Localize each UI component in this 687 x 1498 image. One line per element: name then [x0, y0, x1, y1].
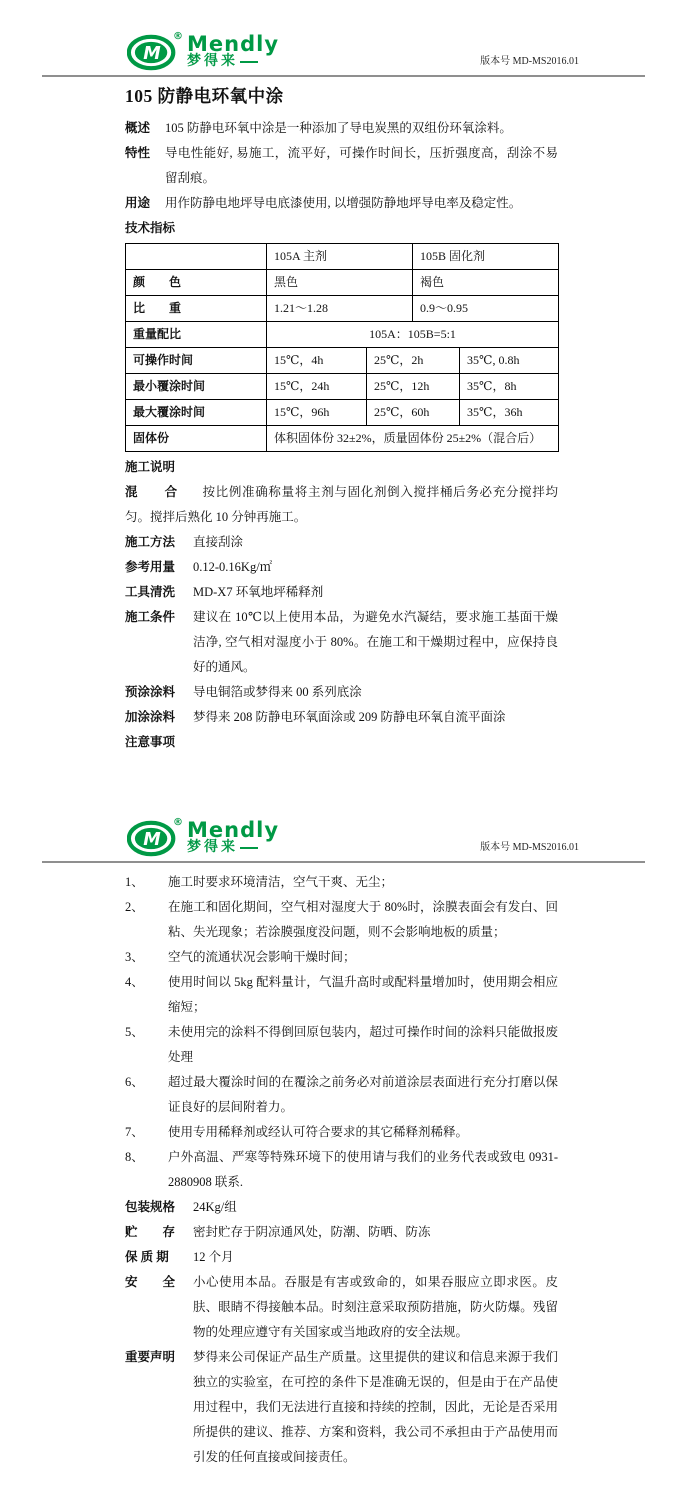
- page2-content: [125, 870, 558, 1470]
- storage-text: 密封贮存于阴凉通风处，防潮、防晒、防冻: [193, 1225, 431, 1239]
- tech-specs-heading: 技术指标: [125, 221, 176, 235]
- pot-life-35c: 35℃, 0.8h: [460, 348, 559, 374]
- note-item-2: [125, 895, 558, 945]
- safety-row: [125, 1270, 558, 1345]
- precoat-text: 导电铜箔或梦得来 00 系列底涂: [193, 685, 362, 699]
- topcoat-row: [125, 705, 558, 730]
- pot-life-25c: 25℃，2h: [367, 348, 460, 374]
- note-number: 7、: [125, 1125, 144, 1139]
- header-rule: [42, 861, 645, 863]
- note-item-7: [125, 1120, 558, 1145]
- note-item-6: [125, 1070, 558, 1120]
- topcoat-label: 加涂涂料: [125, 710, 176, 724]
- table-row-min-recoat: [126, 374, 559, 400]
- note-text: 使用时间以 5kg 配料量计，气温升高时或配料量增加时，使用期会相应缩短；: [168, 975, 558, 1014]
- coverage-label: 参考用量: [125, 560, 176, 574]
- note-number: 5、: [125, 1025, 144, 1039]
- table-row-solids: [126, 426, 559, 452]
- tool-cleaning-text: MD-X7 环氧地坪稀释剂: [193, 585, 324, 599]
- packaging-row: [125, 1195, 558, 1220]
- table-row-header: [126, 244, 559, 270]
- note-text: 户外高温、严寒等特殊环境下的使用请与我们的业务代表或致电 0931-2880908 联系.: [168, 1150, 558, 1189]
- note-text: 空气的流通状况会影响干燥时间；: [168, 950, 356, 964]
- min-recoat-15c: 15℃，24h: [267, 374, 367, 400]
- note-number: 2、: [125, 900, 144, 914]
- ratio-row-label: 重量配比: [126, 322, 267, 348]
- svg-text:M: M: [143, 43, 161, 64]
- page2-header: [0, 811, 687, 863]
- pot-life-15c: 15℃，4h: [267, 348, 367, 374]
- brand-name-zh: 梦得来: [187, 54, 238, 69]
- solids-value: 体积固体份 32±2%，质量固体份 25±2%（混合后）: [267, 426, 559, 452]
- intro-overview: [125, 116, 558, 141]
- storage-label: 贮 存: [125, 1225, 176, 1239]
- construction-method-label: 施工方法: [125, 535, 176, 549]
- note-item-3: [125, 945, 558, 970]
- version-label: 版本号 MD-MS2016.01: [480, 56, 579, 67]
- note-text: 未使用完的涂料不得倒回原包装内，超过可操作时间的涂料只能做报废处理: [168, 1025, 558, 1064]
- col-105a-header: 105A 主剂: [267, 244, 413, 270]
- table-row-color: [126, 270, 559, 296]
- storage-row: [125, 1220, 558, 1245]
- mendly-emblem-icon: [127, 820, 177, 857]
- safety-text: 小心使用本品。吞服是有害或致命的，如果吞服应立即求医。皮肤、眼睛不得接触本品。时刻注意采取预防措施，防火防爆。残留物的处理应遵守有关国家或当地政府的安全法规。: [193, 1275, 558, 1339]
- note-text: 施工时要求环境清洁，空气干爽、无尘；: [168, 875, 394, 889]
- disclaimer-label: 重要声明: [125, 1350, 176, 1364]
- page-break-gap: [0, 755, 687, 811]
- color-105b-value: 褐色: [413, 270, 559, 296]
- gravity-105b-value: 0.9～0.95: [413, 296, 559, 322]
- construction-method-row: [125, 530, 558, 555]
- table-row-max-recoat: [126, 400, 559, 426]
- construction-heading: 施工说明: [125, 460, 176, 474]
- precoat-label: 预涂涂料: [125, 685, 176, 699]
- brand-logo: [127, 31, 280, 71]
- note-number: 1、: [125, 875, 144, 889]
- svg-text:M: M: [143, 829, 161, 850]
- wordmark-underline: [240, 847, 258, 849]
- note-number: 4、: [125, 975, 144, 989]
- shelf-life-row: [125, 1245, 558, 1270]
- note-number: 8、: [125, 1150, 144, 1164]
- registered-mark: ®: [173, 817, 183, 828]
- max-recoat-15c: 15℃，96h: [267, 400, 367, 426]
- tool-cleaning-label: 工具清洗: [125, 585, 176, 599]
- intro-features: [125, 141, 558, 191]
- table-row-pot-life: [126, 348, 559, 374]
- gravity-row-label: 比 重: [126, 296, 267, 322]
- max-recoat-35c: 35℃，36h: [460, 400, 559, 426]
- tech-specs-table: [125, 243, 559, 452]
- gravity-105a-value: 1.21～1.28: [267, 296, 413, 322]
- construction-method-text: 直接刮涂: [193, 535, 244, 549]
- intro-usage: [125, 191, 558, 216]
- precoat-row: [125, 680, 558, 705]
- note-text: 在施工和固化期间，空气相对湿度大于 80%时，涂膜表面会有发白、回粘、失光现象；若涂膜强度没问题，则不会影响地板的质量；: [168, 900, 558, 939]
- min-recoat-label: 最小覆涂时间: [126, 374, 267, 400]
- coverage-row: [125, 555, 558, 580]
- max-recoat-label: 最大覆涂时间: [126, 400, 267, 426]
- disclaimer-row: [125, 1345, 558, 1470]
- note-item-8: [125, 1145, 558, 1195]
- ratio-value: 105A：105B=5:1: [267, 322, 559, 348]
- brand-logo: [127, 817, 280, 857]
- coverage-text: 0.12-0.16Kg/㎡: [193, 560, 273, 574]
- mendly-emblem-icon: [127, 34, 177, 71]
- packaging-label: 包装规格: [125, 1200, 176, 1214]
- note-number: 3、: [125, 950, 144, 964]
- intro-features-text: 导电性能好, 易施工，流平好，可操作时间长，压折强度高，刮涂不易留刮痕。: [165, 146, 558, 185]
- page-title: 105 防静电环氧中涂: [125, 86, 284, 106]
- registered-mark: ®: [173, 31, 183, 42]
- page1-header: [0, 0, 687, 77]
- page1-content: [125, 84, 558, 755]
- mixing-paragraph: [125, 480, 558, 530]
- brand-name-zh: 梦得来: [187, 840, 238, 855]
- mixing-text: 按比例准确称量将主剂与固化剂倒入搅拌桶后务必充分搅拌均匀。搅拌后熟化 10 分钟再施工。: [125, 485, 558, 524]
- tool-cleaning-row: [125, 580, 558, 605]
- min-recoat-35c: 35℃，8h: [460, 374, 559, 400]
- header-rule: [42, 75, 645, 77]
- table-row-gravity: [126, 296, 559, 322]
- disclaimer-text: 梦得来公司保证产品生产质量。这里提供的建议和信息来源于我们独立的实验室，在可控的条件下是准确无误的，但是由于在产品使用过程中，我们无法进行直接和持续的控制，因此，无论是否采用所提供的建议、推荐、方案和资料，我公司不承担由于产品使用而引发的任何直接或间接责任。: [193, 1350, 558, 1464]
- intro-usage-text: 用作防静电地坪导电底漆使用, 以增强防静地坪导电率及稳定性。: [165, 196, 522, 210]
- intro-overview-label: 概述: [125, 121, 151, 135]
- brand-name-en: Mendly: [187, 818, 280, 842]
- note-text: 使用专用稀释剂或经认可符合要求的其它稀释剂稀释。: [168, 1125, 469, 1139]
- col-105b-header: 105B 固化剂: [413, 244, 559, 270]
- pot-life-label: 可操作时间: [126, 348, 267, 374]
- precautions-heading: 注意事项: [125, 735, 176, 749]
- shelf-life-text: 12 个月: [193, 1250, 234, 1264]
- table-row-ratio: [126, 322, 559, 348]
- min-recoat-25c: 25℃，12h: [367, 374, 460, 400]
- wordmark-underline: [240, 61, 258, 63]
- note-number: 6、: [125, 1075, 144, 1089]
- note-item-5: [125, 1020, 558, 1070]
- brand-name-en: Mendly: [187, 32, 280, 56]
- solids-label: 固体份: [126, 426, 267, 452]
- shelf-life-label: 保 质 期: [125, 1250, 169, 1264]
- intro-features-label: 特性: [125, 146, 151, 160]
- intro-usage-label: 用途: [125, 196, 151, 210]
- max-recoat-25c: 25℃，60h: [367, 400, 460, 426]
- note-text: 超过最大覆涂时间的在覆涂之前务必对前道涂层表面进行充分打磨以保证良好的层间附着力。: [168, 1075, 558, 1114]
- construction-conditions-label: 施工条件: [125, 610, 176, 624]
- construction-conditions-text: 建议在 10℃以上使用本品，为避免水汽凝结，要求施工基面干燥洁净, 空气相对湿度小于 80%。在施工和干燥期过程中，应保持良好的通风。: [193, 610, 558, 674]
- note-item-4: [125, 970, 558, 1020]
- note-item-1: [125, 870, 558, 895]
- mixing-label: 混 合: [125, 485, 178, 499]
- packaging-text: 24Kg/组: [193, 1200, 237, 1214]
- color-105a-value: 黑色: [267, 270, 413, 296]
- construction-conditions-row: [125, 605, 558, 680]
- color-row-label: 颜 色: [126, 270, 267, 296]
- intro-overview-text: 105 防静电环氧中涂是一种添加了导电炭黑的双组份环氧涂料。: [165, 121, 512, 135]
- safety-label: 安 全: [125, 1275, 176, 1289]
- version-label: 版本号 MD-MS2016.01: [480, 842, 579, 853]
- topcoat-text: 梦得来 208 防静电环氧面涂或 209 防静电环氧自流平面涂: [193, 710, 506, 724]
